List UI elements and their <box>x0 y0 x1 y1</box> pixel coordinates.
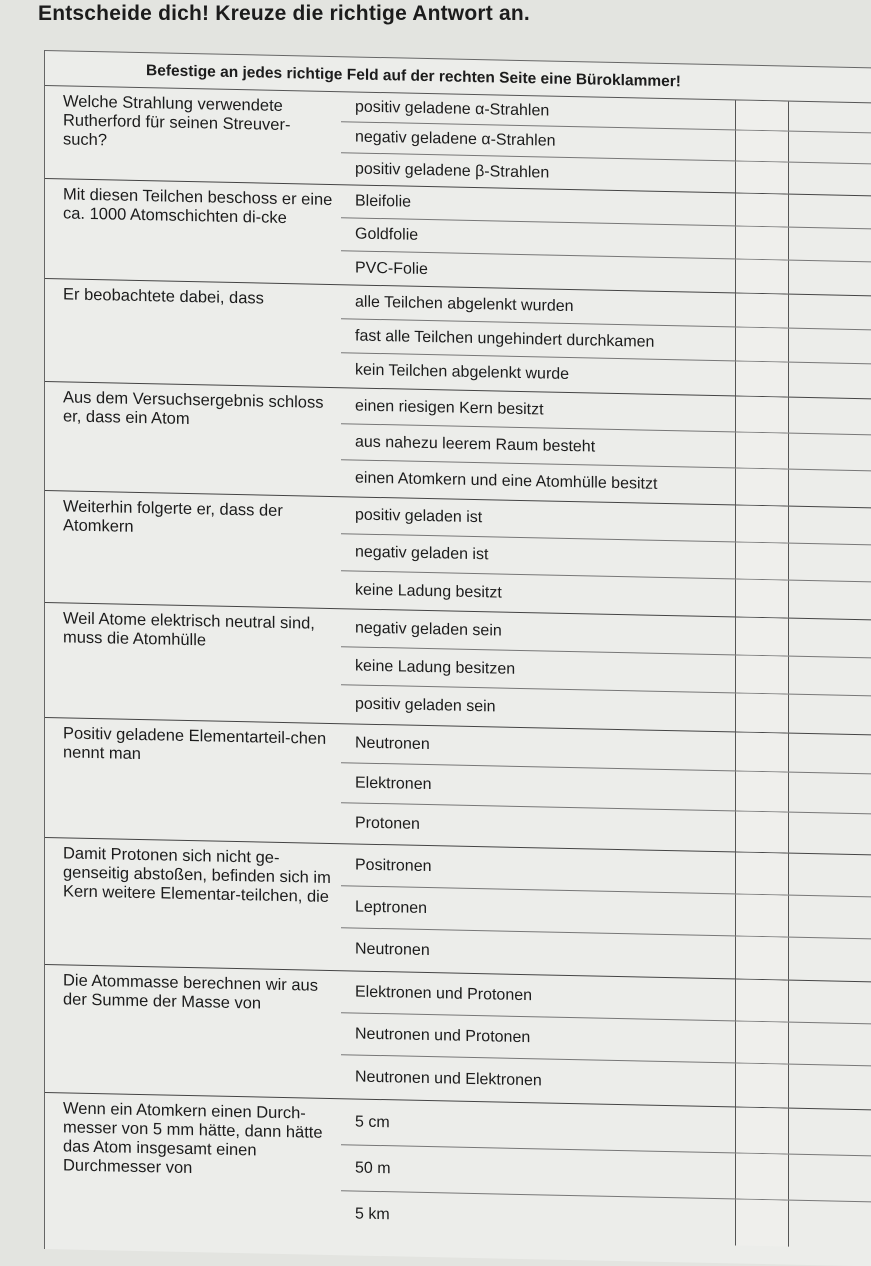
worksheet-table <box>44 50 871 1266</box>
answer-checkbox[interactable] <box>735 1021 789 1063</box>
answer-list <box>341 1099 871 1248</box>
answer-checkbox[interactable] <box>735 161 789 193</box>
answer-text: 5 km <box>355 1205 390 1224</box>
answer-list <box>341 185 871 295</box>
answer-text: Protonen <box>355 814 420 833</box>
answer-checkbox[interactable] <box>735 432 789 468</box>
answer-checkbox[interactable] <box>735 732 789 771</box>
answer-checkbox[interactable] <box>735 468 789 505</box>
answer-list <box>341 724 871 854</box>
question-group-1 <box>45 86 871 196</box>
question-text: Aus dem Versuchsergebnis schloss er, dass ein Atom <box>63 388 324 429</box>
answer-checkbox[interactable] <box>735 936 789 979</box>
answer-checkbox[interactable] <box>735 542 789 579</box>
question-text: Welche Strahlung verwendete Rutherford für seinen Streuver-such? <box>63 92 291 150</box>
answer-checkbox[interactable] <box>735 655 789 693</box>
answer-text: negativ geladen ist <box>355 543 489 564</box>
answer-checkbox[interactable] <box>735 259 789 293</box>
answer-text: Goldfolie <box>355 225 419 244</box>
answer-text: Positronen <box>355 856 432 875</box>
answer-checkbox[interactable] <box>735 579 789 617</box>
answer-text: 50 m <box>355 1159 391 1177</box>
answer-checkbox[interactable] <box>735 979 789 1021</box>
question-text: Positiv geladene Elementarteil-chen nennt man <box>63 724 327 764</box>
answer-row <box>341 1191 871 1248</box>
answer-checkbox[interactable] <box>735 226 789 259</box>
answer-text: keine Ladung besitzt <box>355 581 502 602</box>
answer-checkbox[interactable] <box>735 327 789 361</box>
answer-checkbox[interactable] <box>735 130 789 161</box>
answer-checkbox[interactable] <box>735 894 789 936</box>
answer-text: aus nahezu leerem Raum besteht <box>355 433 596 456</box>
answer-text: PVC-Folie <box>355 259 428 278</box>
answer-checkbox[interactable] <box>735 771 789 811</box>
answer-checkbox[interactable] <box>735 1199 789 1246</box>
answer-checkbox[interactable] <box>735 1063 789 1107</box>
answer-text: positiv geladen ist <box>355 506 483 527</box>
answer-text: einen Atomkern und eine Atomhülle besitzt <box>355 469 658 493</box>
question-text: Mit diesen Teilchen beschoss er eine ca. 1000 Atomschichten di-cke <box>63 185 333 228</box>
answer-checkbox[interactable] <box>735 693 789 732</box>
answer-checkbox[interactable] <box>735 361 789 396</box>
answer-list <box>341 844 871 981</box>
answer-list <box>341 497 871 619</box>
question-group-6 <box>45 603 871 735</box>
answer-checkbox[interactable] <box>735 396 789 432</box>
question-text: Weil Atome elektrisch neutral sind, muss die Atomhülle <box>63 609 315 650</box>
answer-checkbox[interactable] <box>735 293 789 327</box>
question-group-4 <box>45 382 871 508</box>
question-group-8 <box>45 838 871 982</box>
question-text: Er beobachtete dabei, dass <box>63 285 264 308</box>
question-group-10 <box>45 1093 871 1248</box>
answer-checkbox[interactable] <box>735 193 789 226</box>
answer-checkbox[interactable] <box>735 1107 789 1153</box>
answer-list <box>341 971 871 1109</box>
question-group-3 <box>45 279 871 399</box>
answer-text: positiv geladen sein <box>355 695 496 716</box>
answer-text: Neutronen und Protonen <box>355 1025 531 1046</box>
answer-text: Elektronen und Protonen <box>355 983 533 1004</box>
answer-checkbox[interactable] <box>735 1153 789 1199</box>
answer-list <box>341 92 871 195</box>
answer-text: einen riesigen Kern besitzt <box>355 397 544 418</box>
answer-list <box>341 388 871 507</box>
answer-checkbox[interactable] <box>735 617 789 655</box>
question-group-7 <box>45 718 871 855</box>
answer-text: keine Ladung besitzen <box>355 657 516 678</box>
answer-text: negativ geladen sein <box>355 619 502 640</box>
answer-checkbox[interactable] <box>735 100 789 130</box>
answer-text: Bleifolie <box>355 192 412 211</box>
question-text: Weiterhin folgerte er, dass der Atomkern <box>63 497 283 536</box>
answer-text: positiv geladene α-Strahlen <box>355 98 550 120</box>
question-text: Damit Protonen sich nicht ge-genseitig abstoßen, befinden sich im Kern weitere Elementar-teilchen, die <box>63 844 331 906</box>
question-group-5 <box>45 491 871 620</box>
answer-list <box>341 285 871 398</box>
table-header: Befestige an jedes richtige Feld auf der rechten Seite eine Büroklammer! <box>45 51 871 103</box>
answer-text: negativ geladene α-Strahlen <box>355 128 556 150</box>
answer-text: 5 cm <box>355 1113 390 1131</box>
answer-text: kein Teilchen abgelenkt wurde <box>355 361 570 383</box>
page-heading: Entscheide dich! Kreuze die richtige Antwort an. <box>38 2 530 25</box>
question-text: Wenn ein Atomkern einen Durch-messer von 5 mm hätte, dann hätte das Atom insgesamt einen Durchmesser von <box>63 1099 323 1178</box>
answer-list <box>341 609 871 734</box>
answer-text: fast alle Teilchen ungehindert durchkamen <box>355 327 655 351</box>
answer-text: Leptronen <box>355 898 428 917</box>
answer-text: Neutronen und Elektronen <box>355 1068 542 1089</box>
answer-text: Neutronen <box>355 940 430 960</box>
answer-checkbox[interactable] <box>735 852 789 894</box>
question-group-2 <box>45 179 871 296</box>
answer-checkbox[interactable] <box>735 811 789 852</box>
answer-text: Neutronen <box>355 734 430 754</box>
answer-checkbox[interactable] <box>735 505 789 542</box>
answer-text: positiv geladene β-Strahlen <box>355 160 550 182</box>
answer-text: Elektronen <box>355 774 432 793</box>
question-group-9 <box>45 965 871 1110</box>
answer-text: alle Teilchen abgelenkt wurden <box>355 293 574 315</box>
question-text: Die Atommasse berechnen wir aus der Summe der Masse von <box>63 971 318 1013</box>
